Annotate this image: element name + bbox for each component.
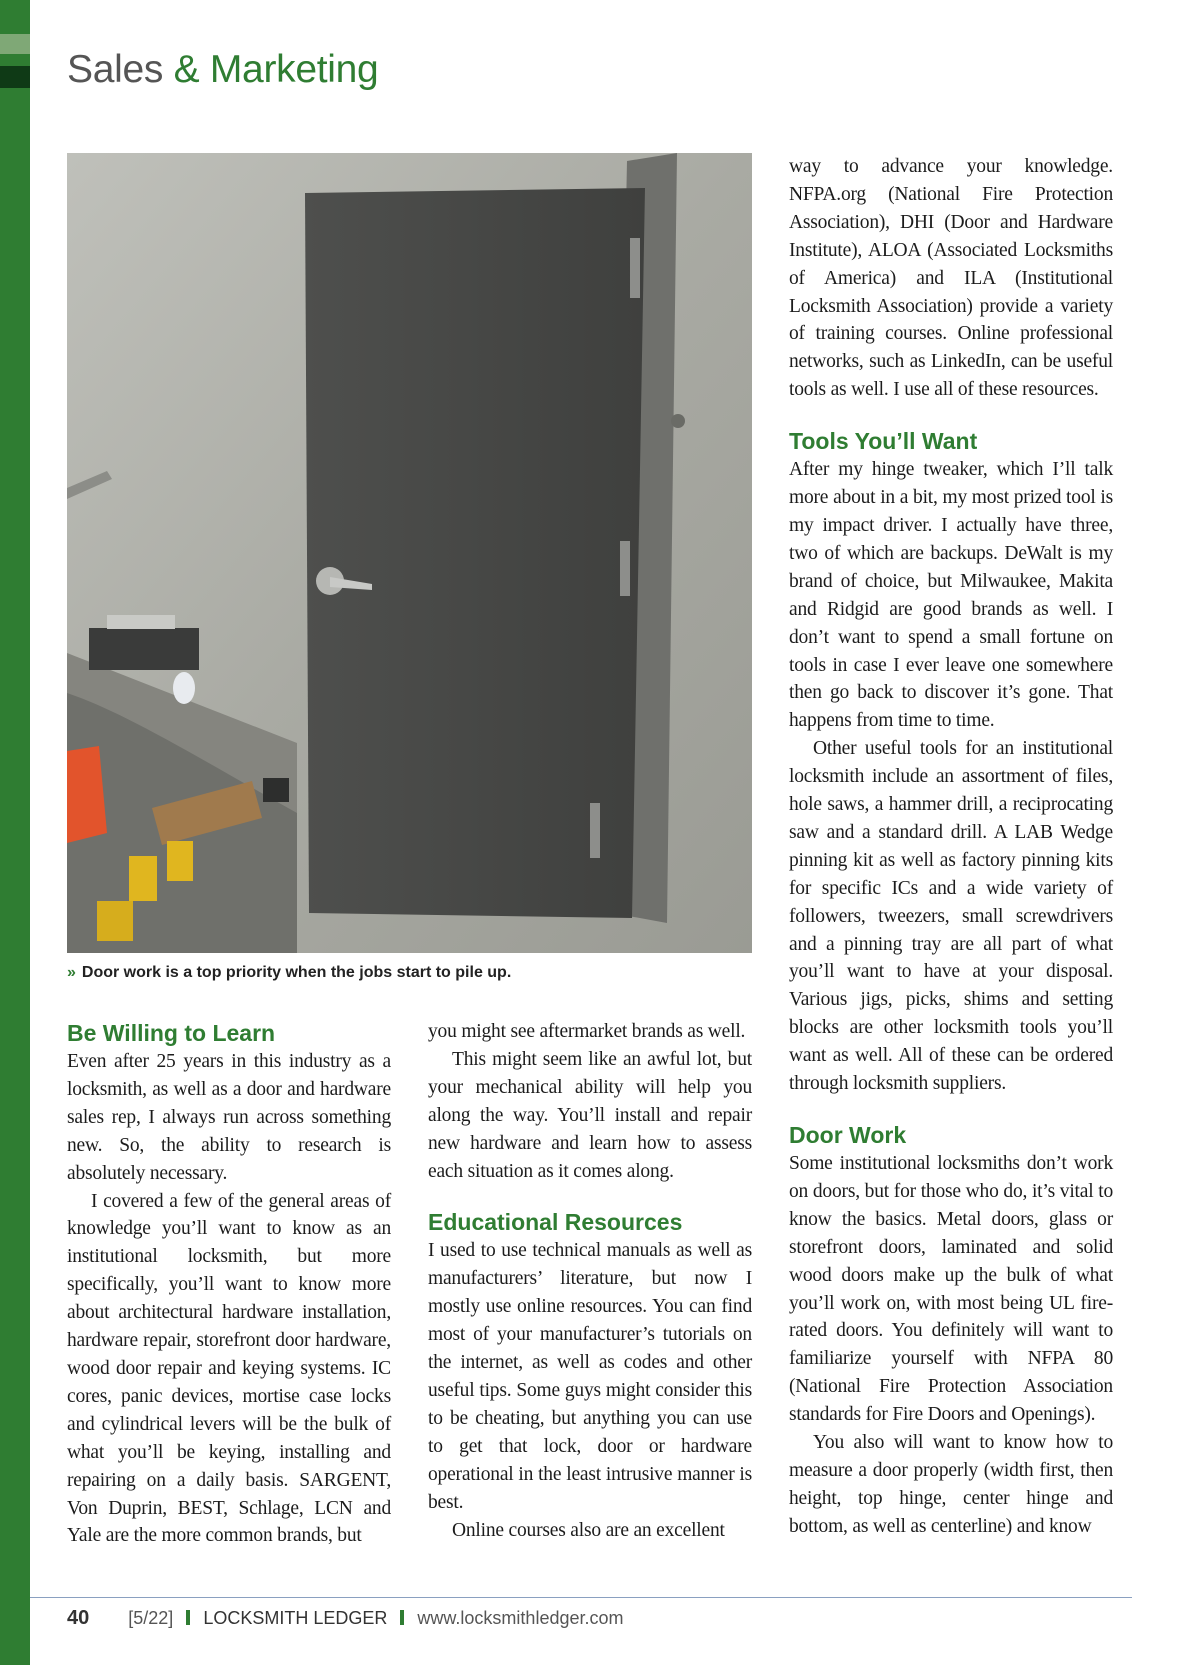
heading-educational-resources: Educational Resources <box>428 1209 683 1236</box>
paragraph: way to advance your knowledge. NFPA.org (National Fire Protection Association), DHI (Door and Hardware Institute), ALOA (Associated Locksmiths of America) and ILA (Institutional Locksmith Association) provide a variety of training courses. Online professional networks, such as LinkedIn, can be useful tools as well. I use all of these resources. <box>789 156 1113 401</box>
hinge-top <box>630 238 640 298</box>
heading-be-willing-to-learn: Be Willing to Learn <box>67 1020 276 1046</box>
section-title-amp: & Marketing <box>173 48 379 91</box>
drill-1 <box>129 856 157 901</box>
drill-2 <box>167 841 193 881</box>
paragraph: This might seem like an awful lot, but your mechanical ability will help you along the way. You’ll install and repair new hardware and learn how to assess each situation as it comes along. <box>428 1048 752 1182</box>
paragraph: Other useful tools for an institutional locksmith include an assortment of files, hole saws, a hammer drill, a reciprocating saw and a standard drill. A LAB Wedge pinning kit as well as factory pinning kits for specific ICs and a wide variety of followers, tweezers, small screwdrivers and a pinning tray are all part of what you’ll want to have at your disposal. Various jigs, picks, shims and setting blocks are other locksmith tools you’ll want as well. All of these can be ordered through locksmith suppliers. <box>789 738 1113 1095</box>
paragraph: Online courses also are an excellent <box>452 1519 725 1541</box>
text-column-2 <box>428 1018 752 1544</box>
mallet-head <box>263 778 289 802</box>
footer-separator-icon <box>186 1610 190 1625</box>
issue-date: [5/22] <box>128 1608 174 1628</box>
magazine-name: LOCKSMITH LEDGER <box>203 1608 388 1628</box>
text-column-3 <box>789 153 1113 1541</box>
hinge-middle <box>620 541 630 596</box>
page-number: 40 <box>67 1607 90 1629</box>
door-photo <box>67 153 752 953</box>
photo-caption: » Door work is a top priority when the jobs start to pile up. <box>67 964 512 981</box>
footer-rule <box>30 1597 1132 1598</box>
footer <box>67 1607 624 1630</box>
accent-block-light <box>0 34 30 54</box>
heading-tools-youll-want: Tools You’ll Want <box>789 428 978 455</box>
paragraph: Even after 25 years in this industry as a locksmith, as well as a door and hardware sales rep, I always run across something new. So, the ability to research is absolutely necessary. <box>67 1051 391 1184</box>
section-title-sales: Sales <box>67 48 164 91</box>
footer-separator-icon <box>400 1610 404 1625</box>
hinge-bottom <box>590 803 600 858</box>
caption-chevron-icon: » <box>67 964 76 981</box>
saw-top <box>107 615 175 629</box>
door-photo-illustration <box>67 153 752 953</box>
wall-hole <box>671 414 685 428</box>
paragraph: After my hinge tweaker, which I’ll talk more about in a bit, my most prized tool is my impact driver. I actually have three, two of which are backups. DeWalt is my brand of choice, but Milwaukee, Makita and Ridgid are good brands as well. I don’t want to spend a small fortune on tools in case I ever leave one somewhere then go back to discover it’s gone. That happens from time to time. <box>789 459 1113 732</box>
section-title <box>67 48 378 92</box>
paragraph: I covered a few of the general areas of knowledge you’ll want to know as an institutional locksmith, but more specifically, you’ll want to know more about architectural hardware installation, hardware repair, storefront door hardware, wood door repair and keying systems. IC cores, panic devices, mortise case locks and cylindrical levers will be the bulk of what you’ll be keying, installing and repairing on a daily basis. SARGENT, Von Duprin, BEST, Schlage, LCN and Yale are the more common brands, but <box>67 1190 391 1547</box>
paper-cup <box>173 672 195 704</box>
drill-3 <box>97 901 133 941</box>
heading-door-work: Door Work <box>789 1122 907 1148</box>
paragraph: I used to use technical manuals as well as manufacturers’ literature, but now I mostly use online resources. You can find most of your manufacturer’s tutorials on the internet, as well as codes and other useful tips. Some guys might consider this to be cheating, but anything you can use to get that lock, door or hardware operational in the least intrusive manner is best. <box>428 1240 752 1513</box>
accent-block-dark <box>0 66 30 88</box>
left-accent-bar <box>0 0 30 1665</box>
table-saw <box>89 628 199 670</box>
paragraph: you might see aftermarket brands as well. <box>428 1021 746 1042</box>
text-column-1 <box>67 1018 391 1550</box>
paragraph: You also will want to know how to measure a door properly (width first, then height, top hinge, center hinge and bottom, as well as centerline) and know <box>789 1432 1113 1537</box>
magazine-url[interactable]: www.locksmithledger.com <box>417 1608 624 1628</box>
paragraph: Some institutional locksmiths don’t work on doors, but for those who do, it’s vital to know the basics. Metal doors, glass or storefront doors, laminated and solid wood doors make up the bulk of what you’ll work on, with most being UL fire-rated doors. You definitely will want to familiarize yourself with NFPA 80 (National Fire Protection Association standards for Fire Doors and Openings). <box>789 1153 1113 1426</box>
